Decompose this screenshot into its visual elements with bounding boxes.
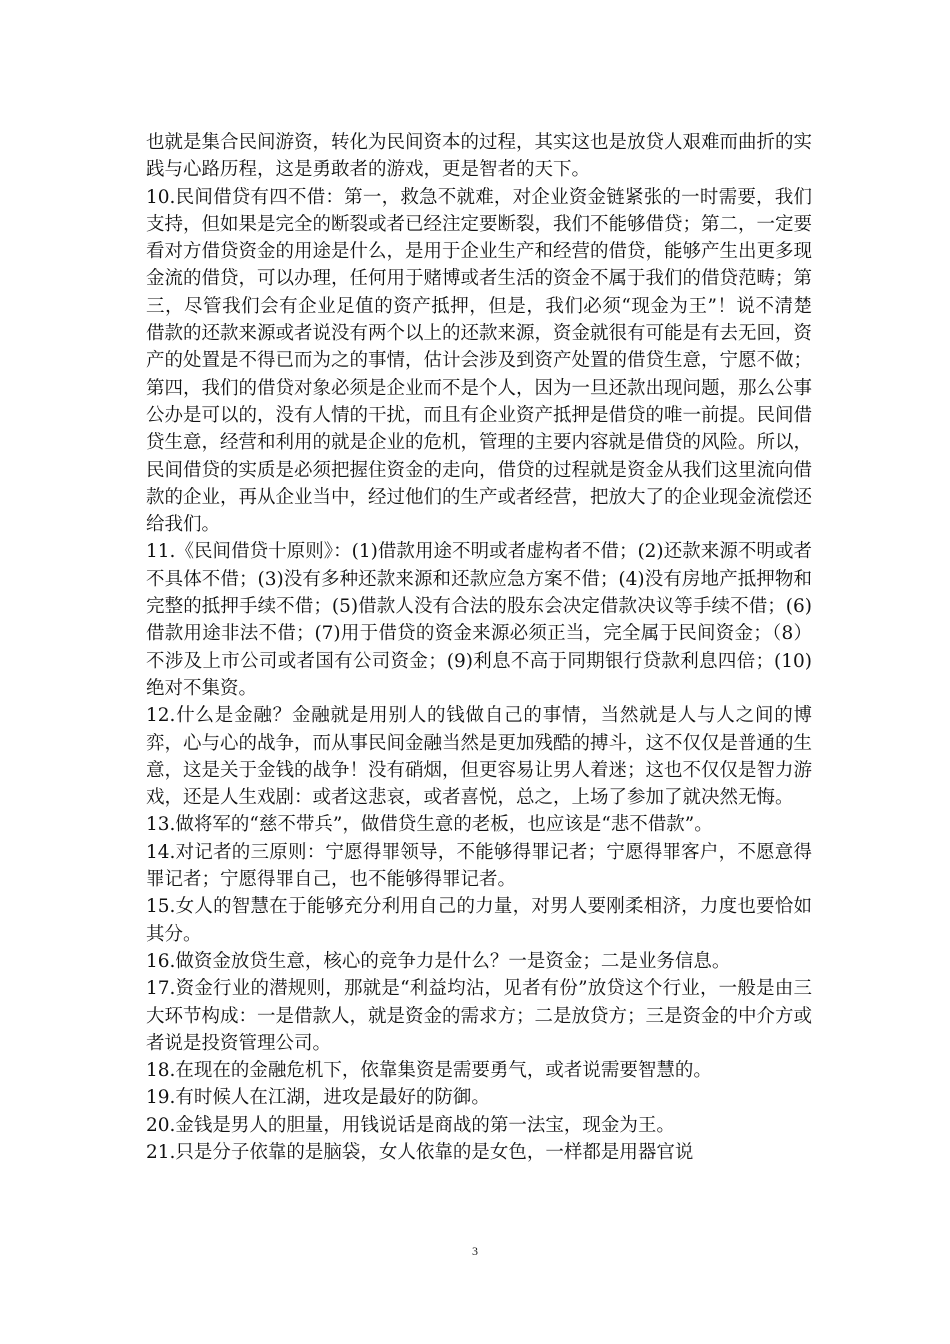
paragraph-continuation: 也就是集合民间游资，转化为民间资本的过程，其实这也是放贷人艰难而曲折的实践与心路历程，这是勇敢者的游戏，更是智者的天下。 xyxy=(146,132,813,181)
body-text xyxy=(146,129,812,1166)
paragraph-18: 18.在现在的金融危机下，依靠集资是需要勇气，或者说需要智慧的。 xyxy=(146,1060,712,1082)
paragraph-12: 12.什么是金融？金融就是用别人的钱做自己的事情，当然就是人与人之间的博弈，心与心的战争，而从事民间金融当然是更加残酷的搏斗，这不仅仅是普通的生意，这是关于金钱的战争！没有硝烟，但更容易让男人着迷；这也不仅仅是智力游戏，还是人生戏剧：或者这悲哀，或者喜悦，总之，上场了参加了就决然无悔。 xyxy=(146,705,813,809)
paragraph-21: 21.只是分子依靠的是脑袋，女人依靠的是女色，一样都是用器官说 xyxy=(146,1141,694,1163)
paragraph-20: 20.金钱是男人的胆量，用钱说话是商战的第一法宝，现金为王。 xyxy=(146,1114,675,1136)
paragraph-19: 19.有时候人在江湖，进攻是最好的防御。 xyxy=(146,1087,490,1109)
page-number: 3 xyxy=(472,1244,478,1258)
paragraph-17: 17.资金行业的潜规则，那就是“利益均沾，见者有份”放贷这个行业，一般是由三大环节构成：一是借款人，就是资金的需求方；二是放贷方；三是资金的中介方或者说是投资管理公司。 xyxy=(146,978,813,1054)
paragraph-10: 10.民间借贷有四不借：第一，救急不就难，对企业资金链紧张的一时需要，我们支持，但如果是完全的断裂或者已经注定要断裂，我们不能够借贷；第二，一定要看对方借贷资金的用途是什么，是用于企业生产和经营的借贷，能够产生出更多现金流的借贷，可以办理，任何用于赌博或者生活的资金不属于我们的借贷范畴；第三，尽管我们会有企业足值的资产抵押，但是，我们必须“现金为王”！说不清楚借款的还款来源或者说没有两个以上的还款来源，资金就很有可能是有去无回，资产的处置是不得已而为之的事情，估计会涉及到资产处置的借贷生意，宁愿不做；第四，我们的借贷对象必须是企业而不是个人，因为一旦还款出现问题，那么公事公办是可以的，没有人情的干扰，而且有企业资产抵押是借贷的唯一前提。民间借贷生意，经营和利用的就是企业的危机，管理的主要内容就是借贷的风险。所以，民间借贷的实质是必须把握住资金的走向，借贷的过程就是资金从我们这里流向借款的企业，再从企业当中，经过他们的生产或者经营，把放大了的企业现金流偿还给我们。 xyxy=(146,186,813,536)
paragraph-16: 16.做资金放贷生意，核心的竞争力是什么？一是资金；二是业务信息。 xyxy=(146,950,731,972)
paragraph-11: 11.《民间借贷十原则》：(1)借款用途不明或者虚构者不借；(2)还款来源不明或者不具体不借；(3)没有多种还款来源和还款应急方案不借；(4)没有房地产抵押物和完整的抵押手续不借；(5)借款人没有合法的股东会决定借款决议等手续不借；(6)借款用途非法不借；(7)用于借贷的资金来源必须正当，完全属于民间资金；（8）不涉及上市公司或者国有公司资金；(9)利息不高于同期银行贷款利息四倍；(10)绝对不集资。 xyxy=(146,541,812,699)
paragraph-13: 13.做将军的“慈不带兵”，做借贷生意的老板，也应该是“悲不借款”。 xyxy=(146,814,713,836)
paragraph-14: 14.对记者的三原则：宁愿得罪领导，不能够得罪记者；宁愿得罪客户，不愿意得罪记者；宁愿得罪自己，也不能够得罪记者。 xyxy=(146,841,812,891)
paragraph-15: 15.女人的智慧在于能够充分利用自己的力量，对男人要刚柔相济，力度也要恰如其分。 xyxy=(146,896,812,945)
